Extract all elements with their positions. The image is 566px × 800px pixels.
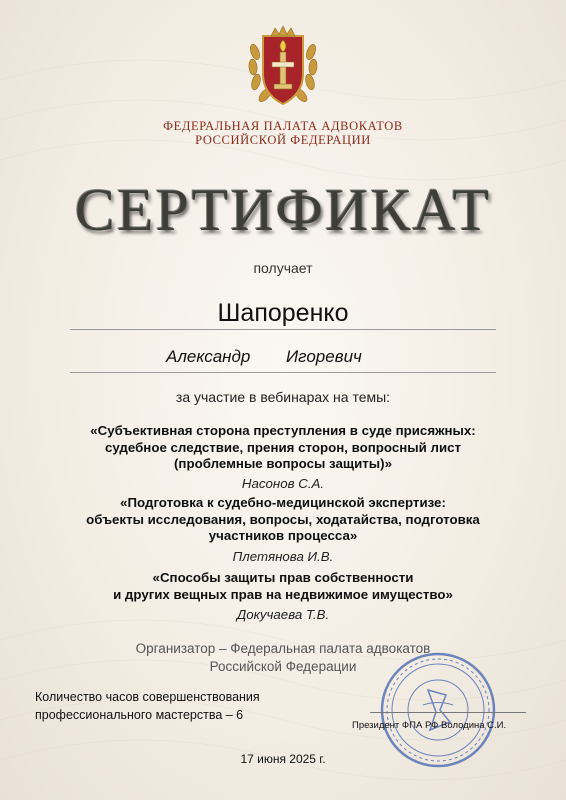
- topic-line: «Способы защиты прав собственности: [152, 570, 414, 585]
- certificate-title: СЕРТИФИКАТ: [74, 177, 492, 243]
- topic-line: «Субъективная сторона преступления в суде присяжных:: [90, 423, 476, 438]
- topic-2-speaker: Плетянова И.В.: [232, 549, 334, 564]
- org-name-line2: РОССИЙСКОЙ ФЕДЕРАЦИИ: [195, 133, 371, 147]
- recipient-patronymic: Игоревич: [286, 347, 362, 366]
- recipient-first-name: Александр: [166, 347, 251, 366]
- fpa-emblem-icon: [245, 22, 321, 112]
- org-name-line1: ФЕДЕРАЛЬНАЯ ПАЛАТА АДВОКАТОВ: [163, 119, 403, 133]
- topic-1: [30, 423, 536, 473]
- topic-line: объекты исследования, вопросы, ходатайства, подготовка: [86, 511, 480, 527]
- topic-2: [30, 495, 536, 545]
- topic-3: [30, 570, 536, 603]
- surname-underline: [70, 329, 496, 330]
- signature-line: [370, 712, 526, 713]
- issue-date: 17 июня 2025 г.: [240, 752, 326, 766]
- recipient-surname: Шапоренко: [217, 299, 349, 327]
- president-signature-label: Президент ФПА РФ Володина С.И.: [352, 720, 507, 731]
- hours-line2: профессионального мастерства – 6: [35, 708, 244, 722]
- topic-line: участников процесса»: [208, 528, 358, 543]
- topic-line: судебное следствие, прения сторон, вопросный лист: [104, 439, 462, 455]
- topic-line: и других вещных прав на недвижимое имущество»: [113, 586, 453, 602]
- hours-line1: Количество часов совершенствования: [35, 690, 260, 704]
- organizer-line2: Российской Федерации: [209, 659, 357, 674]
- topic-1-speaker: Насонов С.А.: [241, 476, 325, 491]
- topic-line: (проблемные вопросы защиты)»: [174, 456, 392, 471]
- organizer-line1: Организатор – Федеральная палата адвокатов: [135, 641, 431, 656]
- webinar-intro: за участие в вебинарах на темы:: [175, 389, 391, 405]
- topic-3-speaker: Докучаева Т.В.: [236, 607, 330, 622]
- name-underline: [70, 372, 496, 373]
- receives-label: получает: [253, 260, 313, 276]
- topic-line: «Подготовка к судебно-медицинской экспертизе:: [120, 495, 446, 510]
